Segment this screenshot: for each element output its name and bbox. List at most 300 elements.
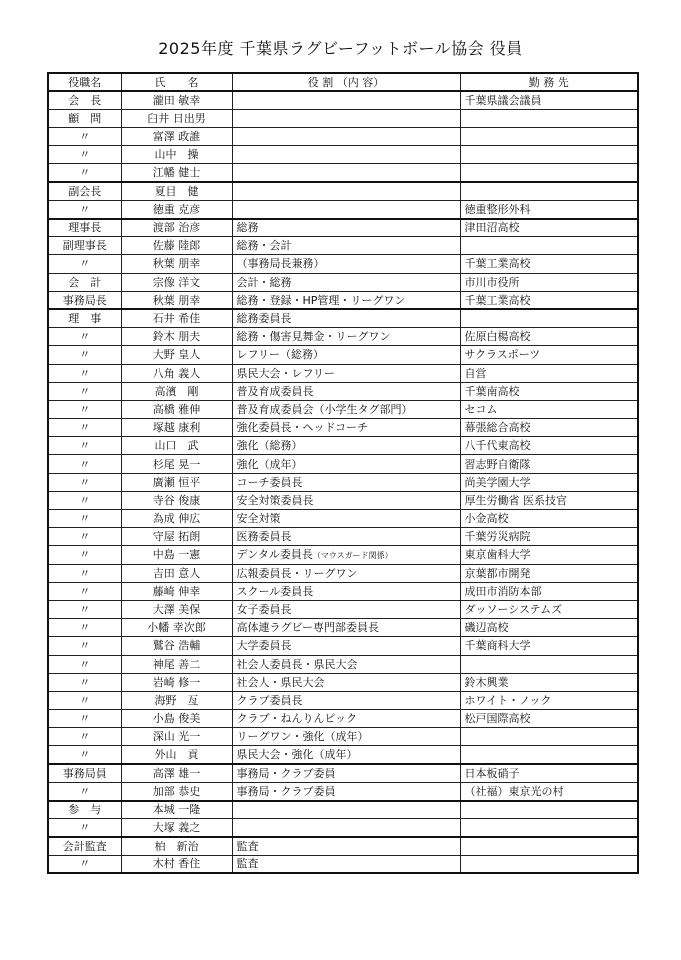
workplace-cell-text: 佐原白楊高校 bbox=[464, 330, 531, 344]
table-row bbox=[48, 164, 638, 182]
name-cell bbox=[121, 819, 232, 837]
role-cell bbox=[48, 200, 121, 218]
role-cell bbox=[48, 255, 121, 273]
name-cell-text: 高濱 剛 bbox=[154, 384, 199, 398]
duty-cell bbox=[232, 291, 460, 309]
name-cell-text: 本城 一隆 bbox=[152, 803, 201, 817]
workplace-cell bbox=[460, 546, 638, 564]
role-cell-text: 〃 bbox=[79, 493, 91, 507]
duty-cell bbox=[232, 382, 460, 400]
name-cell-text: 秋葉 朋幸 bbox=[152, 257, 201, 271]
table-row bbox=[48, 419, 638, 437]
page-title: 2025年度 千葉県ラグビーフットボール協会 役員 bbox=[158, 39, 523, 58]
duty-cell-text: 総務 bbox=[236, 221, 259, 235]
role-cell-text: 〃 bbox=[79, 439, 91, 453]
workplace-cell bbox=[460, 564, 638, 582]
table-row bbox=[48, 219, 638, 237]
header-role: 役職名 bbox=[48, 73, 121, 91]
workplace-cell-text: （社福）東京光の村 bbox=[464, 784, 564, 798]
duty-cell bbox=[232, 564, 460, 582]
name-cell-text: 高澤 雄一 bbox=[152, 766, 201, 780]
duty-cell bbox=[232, 528, 460, 546]
name-cell-text: 大野 皇人 bbox=[152, 348, 201, 362]
duty-cell bbox=[232, 837, 460, 855]
role-cell-text: 副会長 bbox=[68, 184, 102, 198]
role-cell-text: 〃 bbox=[79, 566, 91, 580]
role-cell-text: 副理事長 bbox=[62, 239, 107, 253]
duty-cell-text: 県民大会・レフリー bbox=[236, 366, 336, 380]
duty-cell bbox=[232, 200, 460, 218]
duty-cell-text: デンタル委員長 bbox=[236, 548, 313, 562]
role-cell bbox=[48, 564, 121, 582]
role-cell-text: 顧 問 bbox=[68, 111, 102, 125]
role-cell bbox=[48, 473, 121, 491]
table-row bbox=[48, 128, 638, 146]
table-row bbox=[48, 801, 638, 819]
role-cell-text: 〃 bbox=[79, 603, 91, 617]
table-row bbox=[48, 146, 638, 164]
workplace-cell-text: 日本板硝子 bbox=[464, 766, 520, 780]
name-cell bbox=[121, 328, 232, 346]
table-row bbox=[48, 200, 638, 218]
duty-cell bbox=[232, 819, 460, 837]
table-row bbox=[48, 328, 638, 346]
table-row bbox=[48, 528, 638, 546]
role-cell-text: 〃 bbox=[79, 257, 91, 271]
duty-cell-text: 社会人・県民大会 bbox=[236, 675, 325, 689]
table-row bbox=[48, 710, 638, 728]
table-row bbox=[48, 437, 638, 455]
name-cell bbox=[121, 655, 232, 673]
name-cell bbox=[121, 255, 232, 273]
name-cell-text: 江幡 健士 bbox=[152, 166, 201, 180]
role-cell-text: 〃 bbox=[79, 512, 91, 526]
duty-cell-text: 強化（総務） bbox=[236, 439, 303, 453]
role-cell-text: 〃 bbox=[79, 784, 91, 798]
name-cell-text: 寺谷 俊康 bbox=[152, 493, 201, 507]
role-cell bbox=[48, 746, 121, 764]
duty-cell-text: 総務・会計 bbox=[236, 239, 292, 253]
duty-cell-text: コーチ委員長 bbox=[236, 475, 303, 489]
workplace-cell-text: 小金高校 bbox=[464, 512, 509, 526]
role-cell bbox=[48, 291, 121, 309]
duty-cell-text: 強化（成年） bbox=[236, 457, 303, 471]
workplace-cell bbox=[460, 855, 638, 873]
workplace-cell bbox=[460, 400, 638, 418]
duty-cell bbox=[232, 309, 460, 327]
name-cell-text: 大澤 美保 bbox=[152, 603, 201, 617]
table-row bbox=[48, 309, 638, 327]
duty-cell bbox=[232, 346, 460, 364]
name-cell-text: 岩崎 修一 bbox=[152, 675, 201, 689]
officers-table bbox=[47, 72, 639, 874]
role-cell bbox=[48, 728, 121, 746]
name-cell-text: 吉田 意人 bbox=[152, 566, 201, 580]
role-cell-text: 〃 bbox=[79, 166, 91, 180]
duty-cell-text: 総務委員長 bbox=[236, 312, 292, 326]
workplace-cell bbox=[460, 382, 638, 400]
table-row bbox=[48, 273, 638, 291]
header-workplace: 勤 務 先 bbox=[460, 73, 638, 91]
duty-cell bbox=[232, 91, 460, 109]
workplace-cell bbox=[460, 128, 638, 146]
name-cell bbox=[121, 237, 232, 255]
workplace-cell-text: ダッソーシステムズ bbox=[464, 603, 563, 617]
role-cell bbox=[48, 673, 121, 691]
name-cell-text: 為成 伸広 bbox=[152, 512, 201, 526]
role-cell-text: 〃 bbox=[79, 730, 91, 744]
role-cell bbox=[48, 510, 121, 528]
duty-cell-text: 安全対策 bbox=[236, 512, 281, 526]
duty-cell bbox=[232, 673, 460, 691]
name-cell bbox=[121, 637, 232, 655]
duty-cell bbox=[232, 546, 460, 564]
workplace-cell bbox=[460, 273, 638, 291]
name-cell bbox=[121, 691, 232, 709]
role-cell bbox=[48, 328, 121, 346]
role-cell-text: 〃 bbox=[79, 857, 91, 871]
duty-cell-text: 強化委員長・ヘッドコーチ bbox=[236, 421, 369, 435]
workplace-cell-text: 京葉都市開発 bbox=[464, 566, 531, 580]
workplace-cell-text: 千葉南高校 bbox=[464, 384, 520, 398]
name-cell bbox=[121, 164, 232, 182]
role-cell bbox=[48, 128, 121, 146]
workplace-cell-text: 千葉商科大学 bbox=[464, 639, 531, 653]
table-row bbox=[48, 837, 638, 855]
workplace-cell bbox=[460, 510, 638, 528]
duty-cell-text: 高体連ラグビー専門部委員長 bbox=[236, 621, 380, 635]
duty-cell-text: クラブ・ねんりんピック bbox=[236, 712, 358, 726]
header-name: 氏 名 bbox=[121, 73, 232, 91]
table-row bbox=[48, 673, 638, 691]
workplace-cell-text: ホワイト・ノック bbox=[464, 693, 552, 707]
workplace-cell-text: 千葉県議会議員 bbox=[464, 94, 542, 108]
role-cell-text: 〃 bbox=[79, 530, 91, 544]
duty-cell bbox=[232, 691, 460, 709]
workplace-cell-text: 千葉労災病院 bbox=[464, 530, 531, 544]
name-cell bbox=[121, 510, 232, 528]
name-cell bbox=[121, 146, 232, 164]
workplace-cell bbox=[460, 328, 638, 346]
role-cell bbox=[48, 91, 121, 109]
role-cell-text: 〃 bbox=[79, 748, 91, 762]
workplace-cell bbox=[460, 673, 638, 691]
name-cell-text: 佐藤 陸郎 bbox=[152, 239, 201, 253]
role-cell bbox=[48, 346, 121, 364]
duty-cell bbox=[232, 437, 460, 455]
duty-cell-text: 医務委員長 bbox=[236, 530, 292, 544]
workplace-cell-text: 習志野自衛隊 bbox=[464, 457, 531, 471]
workplace-cell-text: 千葉工業高校 bbox=[464, 257, 531, 271]
duty-cell-text: 総務・登録・HP管理・リーグワン bbox=[236, 293, 406, 307]
name-cell bbox=[121, 746, 232, 764]
table-row bbox=[48, 510, 638, 528]
workplace-cell-text: 成田市消防本部 bbox=[464, 584, 542, 598]
role-cell bbox=[48, 273, 121, 291]
duty-cell bbox=[232, 164, 460, 182]
duty-cell-text: 安全対策委員長 bbox=[236, 493, 314, 507]
name-cell-text: 鈴木 朋夫 bbox=[152, 330, 201, 344]
workplace-cell bbox=[460, 491, 638, 509]
name-cell-text: 塚越 康利 bbox=[152, 421, 201, 435]
name-cell-text: 海野 亙 bbox=[154, 693, 199, 707]
role-cell bbox=[48, 400, 121, 418]
header-row bbox=[48, 73, 638, 91]
name-cell-text: 藤崎 伸幸 bbox=[152, 584, 201, 598]
role-cell-text: 〃 bbox=[79, 639, 91, 653]
role-cell bbox=[48, 109, 121, 127]
role-cell bbox=[48, 764, 121, 782]
workplace-cell-text: セコム bbox=[464, 402, 498, 416]
name-cell bbox=[121, 491, 232, 509]
workplace-cell-text: 鈴木興業 bbox=[464, 675, 509, 689]
table-row bbox=[48, 546, 638, 564]
table-row bbox=[48, 255, 638, 273]
name-cell bbox=[121, 710, 232, 728]
name-cell bbox=[121, 400, 232, 418]
workplace-cell bbox=[460, 691, 638, 709]
workplace-cell bbox=[460, 801, 638, 819]
name-cell bbox=[121, 273, 232, 291]
name-cell-text: 鷲谷 浩輔 bbox=[152, 639, 201, 653]
role-cell-text: 〃 bbox=[79, 475, 91, 489]
role-cell bbox=[48, 237, 121, 255]
role-cell bbox=[48, 782, 121, 800]
duty-cell bbox=[232, 328, 460, 346]
table-row bbox=[48, 637, 638, 655]
workplace-cell-text: 千葉工業高校 bbox=[464, 293, 531, 307]
workplace-cell-text: 幕張総合高校 bbox=[464, 421, 531, 435]
workplace-cell bbox=[460, 782, 638, 800]
name-cell-text: 宗像 洋文 bbox=[152, 275, 201, 289]
name-cell bbox=[121, 91, 232, 109]
name-cell-text: 高橋 雅伸 bbox=[152, 402, 201, 416]
duty-cell-text: 女子委員長 bbox=[236, 603, 292, 617]
name-cell-text: 小幡 幸次郎 bbox=[147, 621, 206, 635]
name-cell bbox=[121, 419, 232, 437]
role-cell bbox=[48, 437, 121, 455]
name-cell-text: 深山 光一 bbox=[152, 730, 201, 744]
duty-cell bbox=[232, 237, 460, 255]
table-row bbox=[48, 400, 638, 418]
role-cell-text: 参 与 bbox=[68, 803, 102, 817]
workplace-cell bbox=[460, 309, 638, 327]
role-cell-text: 〃 bbox=[79, 384, 91, 398]
role-cell-text: 事務局員 bbox=[62, 766, 107, 780]
name-cell bbox=[121, 382, 232, 400]
role-cell-text: 会 長 bbox=[68, 94, 102, 108]
name-cell-text: 山口 武 bbox=[154, 439, 199, 453]
role-cell bbox=[48, 364, 121, 382]
workplace-cell-text: 市川市役所 bbox=[464, 275, 520, 289]
duty-cell-text: 広報委員長・リーグワン bbox=[236, 566, 358, 580]
workplace-cell bbox=[460, 837, 638, 855]
duty-cell-text: 大学委員長 bbox=[236, 639, 292, 653]
duty-cell bbox=[232, 764, 460, 782]
duty-cell-text: 事務局・クラブ委員 bbox=[236, 766, 336, 780]
role-cell bbox=[48, 710, 121, 728]
workplace-cell bbox=[460, 109, 638, 127]
role-cell-text: 〃 bbox=[79, 548, 91, 562]
role-cell-text: 〃 bbox=[79, 457, 91, 471]
name-cell-text: 八角 義人 bbox=[152, 366, 201, 380]
name-cell-text: 大塚 義之 bbox=[152, 821, 201, 835]
role-cell-text: 〃 bbox=[79, 348, 91, 362]
duty-cell-text: 社会人委員長・県民大会 bbox=[236, 657, 358, 671]
table-row bbox=[48, 182, 638, 200]
workplace-cell bbox=[460, 746, 638, 764]
role-cell-text: 会計監査 bbox=[62, 839, 107, 853]
workplace-cell bbox=[460, 219, 638, 237]
name-cell bbox=[121, 473, 232, 491]
workplace-cell bbox=[460, 600, 638, 618]
duty-cell-text: 普及育成委員会（小学生タグ部門） bbox=[236, 402, 413, 416]
duty-cell-text: （事務局長兼務） bbox=[236, 257, 325, 271]
name-cell bbox=[121, 564, 232, 582]
duty-cell-text: レフリー（総務） bbox=[236, 348, 325, 362]
table-row bbox=[48, 473, 638, 491]
duty-note-text: （マウスガード関係） bbox=[312, 551, 393, 561]
role-cell bbox=[48, 455, 121, 473]
table-row bbox=[48, 346, 638, 364]
name-cell-text: 渡部 治彦 bbox=[152, 221, 201, 235]
name-cell bbox=[121, 801, 232, 819]
table-row bbox=[48, 582, 638, 600]
duty-cell bbox=[232, 637, 460, 655]
duty-cell-text: 普及育成委員長 bbox=[236, 384, 314, 398]
header-duty: 役 割 （内 容） bbox=[232, 73, 460, 91]
duty-cell bbox=[232, 655, 460, 673]
table-row bbox=[48, 819, 638, 837]
name-cell-text: 臼井 日出男 bbox=[147, 111, 206, 125]
name-cell-text: 神尾 善二 bbox=[152, 657, 201, 671]
workplace-cell bbox=[460, 655, 638, 673]
name-cell-text: 木村 香住 bbox=[152, 857, 201, 871]
name-cell-text: 石井 希佳 bbox=[152, 312, 201, 326]
name-cell-text: 杉尾 晃一 bbox=[152, 457, 201, 471]
workplace-cell bbox=[460, 364, 638, 382]
duty-cell-text: 監査 bbox=[236, 857, 259, 871]
role-cell-text: 理事長 bbox=[68, 221, 102, 235]
role-cell bbox=[48, 309, 121, 327]
role-cell bbox=[48, 619, 121, 637]
role-cell bbox=[48, 491, 121, 509]
workplace-cell-text: 松戸国際高校 bbox=[464, 712, 531, 726]
workplace-cell-text: 尚美学園大学 bbox=[464, 475, 531, 489]
duty-cell bbox=[232, 273, 460, 291]
role-cell bbox=[48, 546, 121, 564]
role-cell-text: 〃 bbox=[79, 675, 91, 689]
role-cell-text: 〃 bbox=[79, 584, 91, 598]
table-row bbox=[48, 91, 638, 109]
name-cell-text: 山中 操 bbox=[154, 148, 199, 162]
name-cell-text: 守屋 拓朗 bbox=[152, 530, 201, 544]
role-cell-text: 事務局長 bbox=[62, 293, 107, 307]
duty-cell bbox=[232, 400, 460, 418]
duty-cell-text: 会計・総務 bbox=[236, 275, 292, 289]
table-row bbox=[48, 564, 638, 582]
duty-cell bbox=[232, 801, 460, 819]
workplace-cell bbox=[460, 764, 638, 782]
duty-cell-text: クラブ委員長 bbox=[236, 693, 303, 707]
workplace-cell-text: 厚生労働省 医系技官 bbox=[464, 493, 567, 507]
workplace-cell bbox=[460, 528, 638, 546]
name-cell-text: 富澤 政誰 bbox=[152, 130, 201, 144]
name-cell bbox=[121, 673, 232, 691]
role-cell-text: 〃 bbox=[79, 366, 91, 380]
table-row bbox=[48, 237, 638, 255]
role-cell bbox=[48, 600, 121, 618]
name-cell-text: 瀧田 敏幸 bbox=[152, 94, 201, 108]
name-cell-text: 廣瀬 恒平 bbox=[152, 475, 201, 489]
duty-cell-text: 総務・傷害見舞金・リーグワン bbox=[236, 330, 391, 344]
name-cell bbox=[121, 782, 232, 800]
duty-cell bbox=[232, 255, 460, 273]
duty-cell bbox=[232, 219, 460, 237]
table-row bbox=[48, 109, 638, 127]
role-cell bbox=[48, 182, 121, 200]
duty-cell bbox=[232, 710, 460, 728]
role-cell bbox=[48, 819, 121, 837]
workplace-cell-text: 自営 bbox=[464, 366, 487, 380]
name-cell bbox=[121, 455, 232, 473]
name-cell bbox=[121, 728, 232, 746]
workplace-cell bbox=[460, 619, 638, 637]
duty-cell bbox=[232, 364, 460, 382]
name-cell-text: 加部 恭史 bbox=[152, 784, 201, 798]
role-cell bbox=[48, 801, 121, 819]
name-cell-text: 外山 貢 bbox=[154, 748, 199, 762]
name-cell bbox=[121, 200, 232, 218]
duty-cell bbox=[232, 455, 460, 473]
duty-cell bbox=[232, 746, 460, 764]
workplace-cell bbox=[460, 728, 638, 746]
name-cell-text: 柏 新治 bbox=[154, 839, 199, 853]
workplace-cell bbox=[460, 710, 638, 728]
duty-cell-text: 県民大会・強化（成年） bbox=[236, 748, 358, 762]
table-row bbox=[48, 600, 638, 618]
workplace-cell bbox=[460, 346, 638, 364]
workplace-cell bbox=[460, 91, 638, 109]
duty-cell-text: リーグワン・強化（成年） bbox=[236, 730, 369, 744]
workplace-cell bbox=[460, 200, 638, 218]
duty-cell bbox=[232, 419, 460, 437]
workplace-cell-text: 磯辺高校 bbox=[464, 621, 509, 635]
table-row bbox=[48, 782, 638, 800]
duty-cell bbox=[232, 855, 460, 873]
table-row bbox=[48, 491, 638, 509]
role-cell bbox=[48, 637, 121, 655]
name-cell bbox=[121, 309, 232, 327]
role-cell bbox=[48, 582, 121, 600]
role-cell-text: 理 事 bbox=[68, 312, 102, 326]
name-cell bbox=[121, 109, 232, 127]
workplace-cell bbox=[460, 237, 638, 255]
workplace-cell bbox=[460, 291, 638, 309]
role-cell bbox=[48, 837, 121, 855]
role-cell bbox=[48, 528, 121, 546]
officers-table-body bbox=[48, 91, 638, 873]
name-cell bbox=[121, 619, 232, 637]
role-cell bbox=[48, 855, 121, 873]
role-cell bbox=[48, 219, 121, 237]
name-cell bbox=[121, 528, 232, 546]
name-cell-text: 徳重 克彦 bbox=[152, 202, 201, 216]
table-row bbox=[48, 655, 638, 673]
role-cell-text: 〃 bbox=[79, 402, 91, 416]
table-row bbox=[48, 364, 638, 382]
name-cell bbox=[121, 546, 232, 564]
